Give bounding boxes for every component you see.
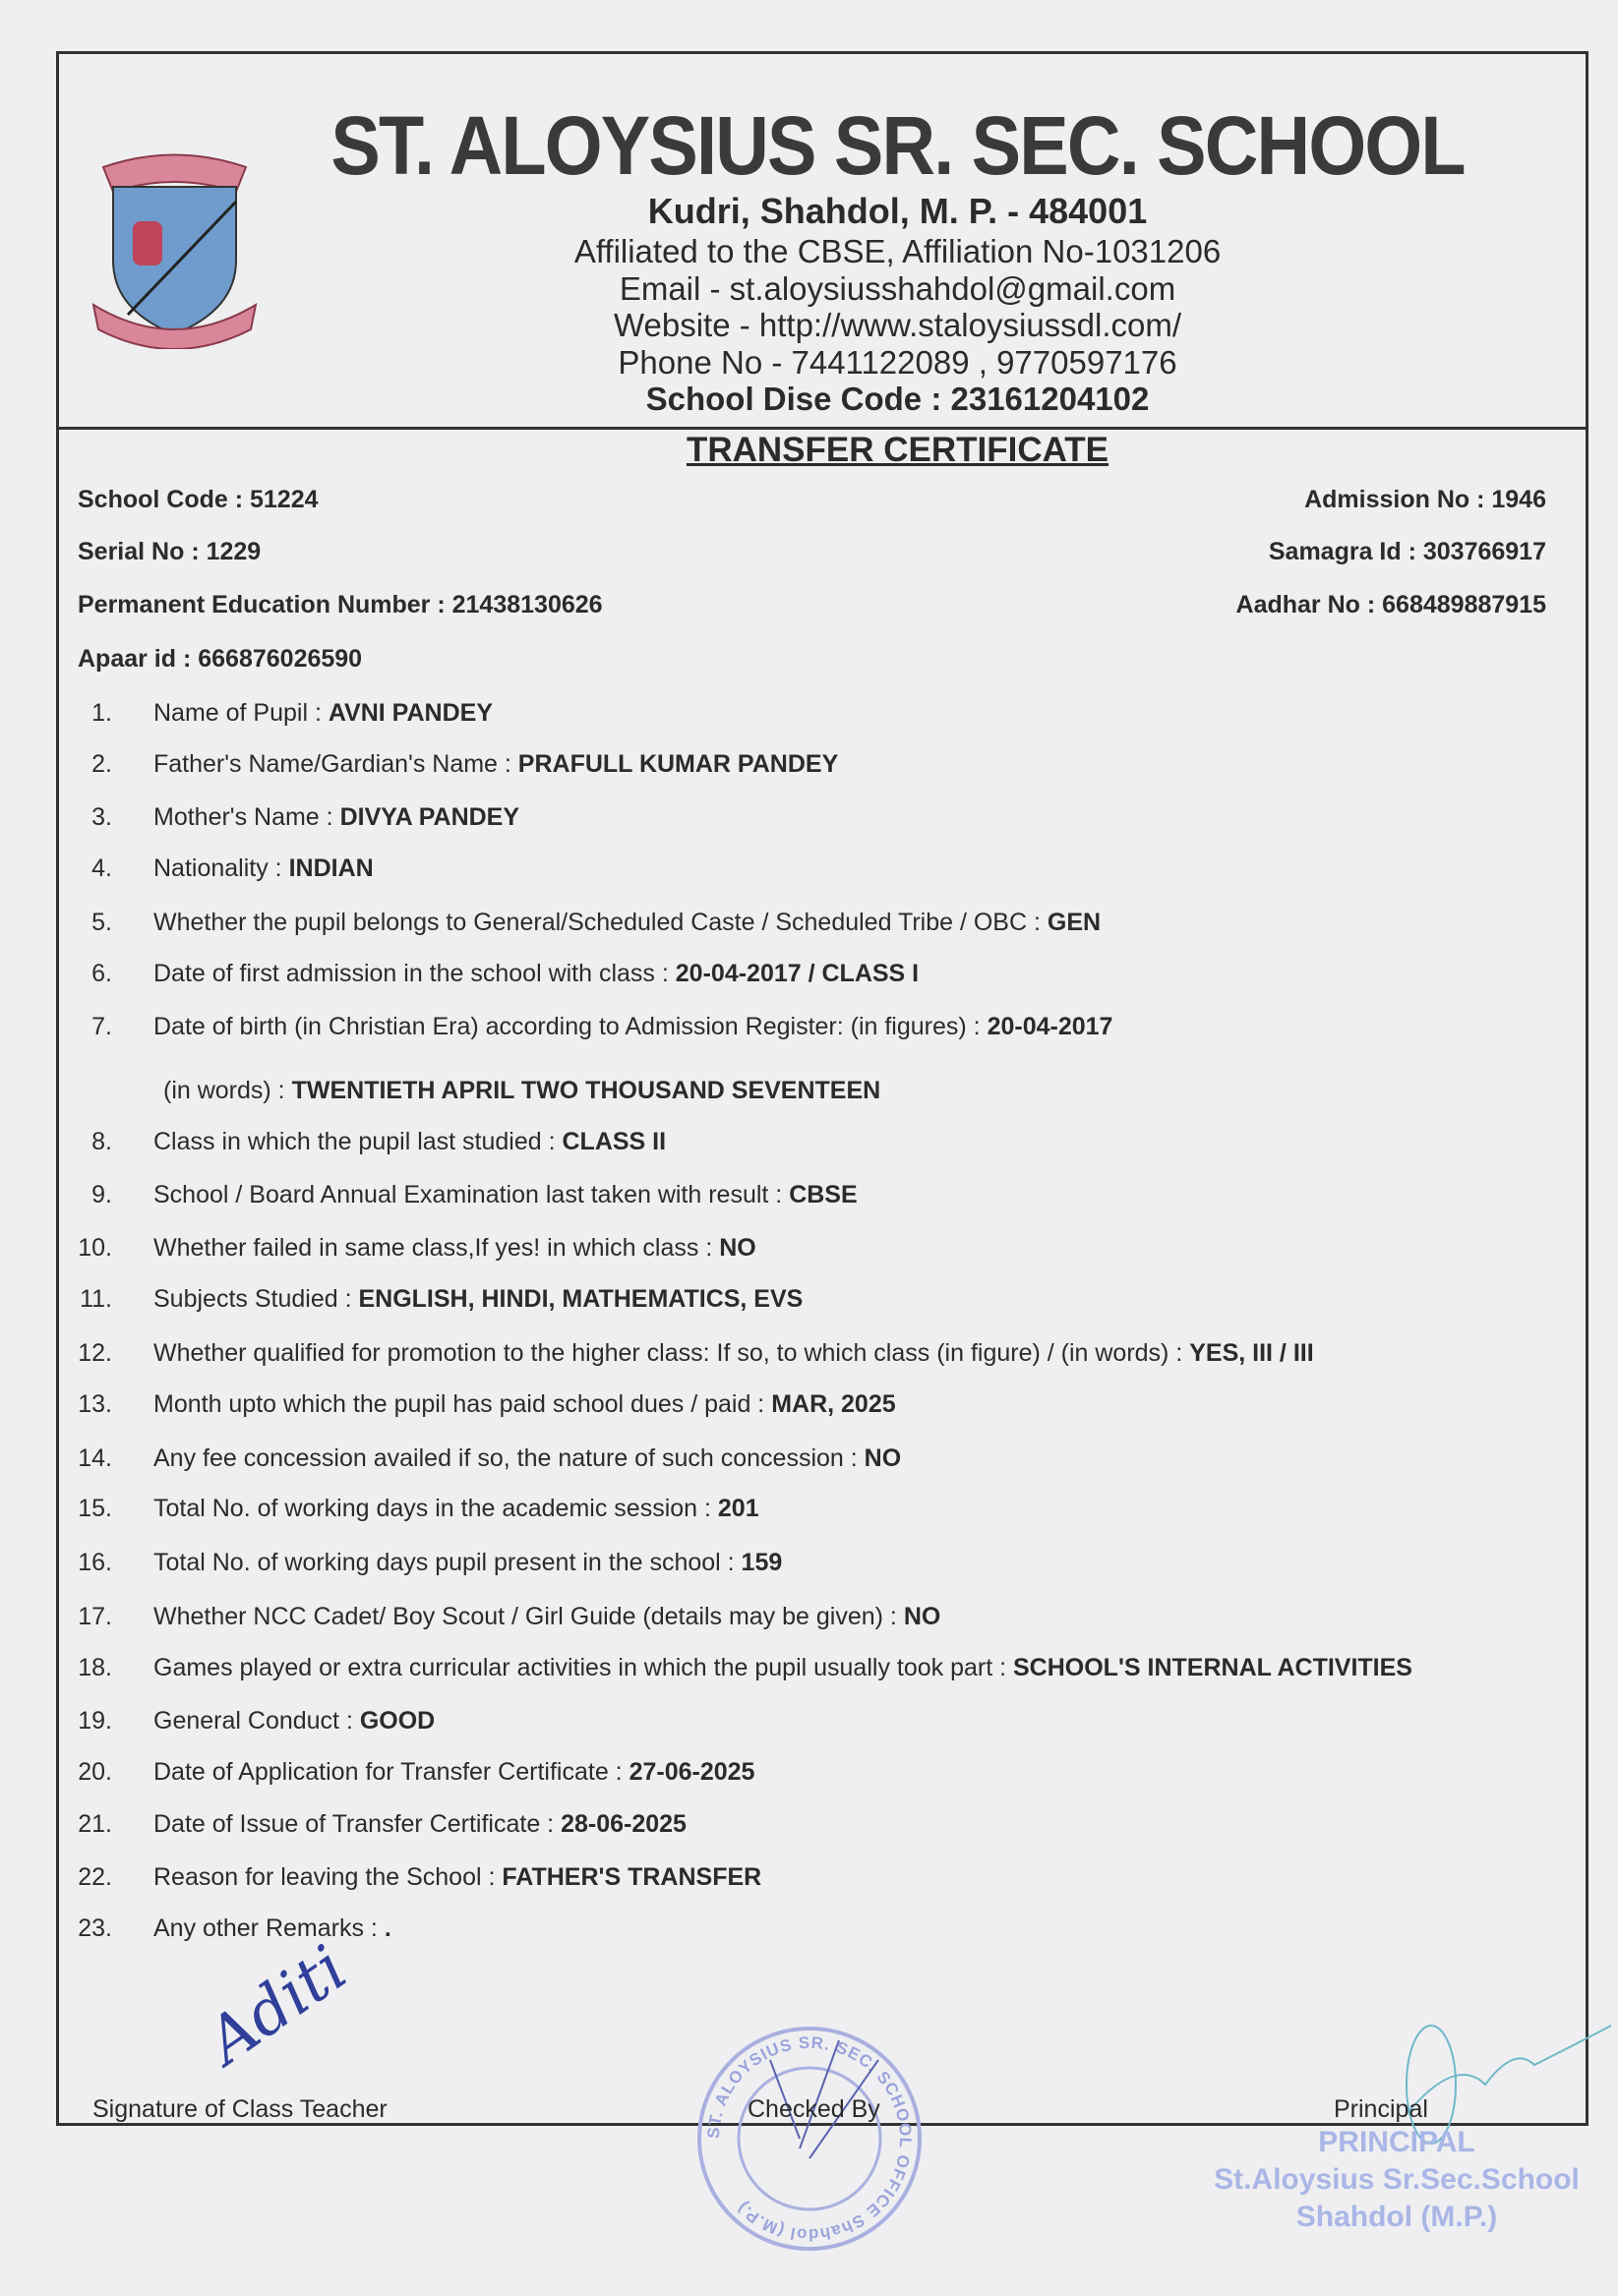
item-text bbox=[153, 698, 493, 728]
apaar-id: Apaar id : 666876026590 bbox=[78, 645, 363, 673]
school-website: Website - http://www.staloysiussdl.com/ bbox=[613, 307, 1182, 343]
certificate-item bbox=[0, 802, 1618, 832]
certificate-item bbox=[0, 749, 1618, 779]
office-stamp bbox=[691, 2021, 928, 2257]
item-number: 5. bbox=[91, 909, 112, 936]
item-value: 28-06-2025 bbox=[561, 1810, 687, 1838]
item-label: Any other Remarks : bbox=[153, 1914, 385, 1942]
school-address: Kudri, Shahdol, M. P. - 484001 bbox=[647, 191, 1148, 231]
document-title: TRANSFER CERTIFICATE bbox=[686, 431, 1109, 469]
principal-stamp bbox=[1210, 2124, 1584, 2236]
item-number: 21. bbox=[78, 1810, 112, 1838]
item-number: 14. bbox=[78, 1444, 112, 1472]
office-stamp-text: ST. ALOYSIUS SR. SEC. SCHOOL OFFICE Shahdol (M.P.) bbox=[703, 2032, 916, 2245]
certificate-item bbox=[0, 1494, 1618, 1523]
item-text bbox=[153, 749, 838, 779]
item-number: 3. bbox=[91, 803, 112, 831]
item-label: Father's Name/Gardian's Name : bbox=[153, 750, 518, 778]
item-text bbox=[153, 1913, 391, 1943]
item-text bbox=[153, 1233, 756, 1263]
principal-stamp-title: PRINCIPAL bbox=[1318, 2126, 1475, 2158]
item-text bbox=[153, 1127, 666, 1156]
item-value: AVNI PANDEY bbox=[328, 699, 494, 727]
svg-text:ST. ALOYSIUS SR. SEC. SCHOOL O bbox=[704, 2033, 915, 2244]
item-label: General Conduct : bbox=[153, 1707, 360, 1735]
certificate-item bbox=[0, 1706, 1618, 1736]
item-value: NO bbox=[864, 1444, 902, 1472]
item-text bbox=[153, 1809, 687, 1839]
item-number: 23. bbox=[78, 1914, 112, 1942]
item-label: Date of Application for Transfer Certificate : bbox=[153, 1758, 629, 1786]
item-label: Name of Pupil : bbox=[153, 699, 329, 727]
header-divider bbox=[56, 427, 1588, 430]
item-number: 6. bbox=[91, 960, 112, 987]
item-label: Month upto which the pupil has paid school dues / paid : bbox=[153, 1390, 772, 1418]
item-number: 7. bbox=[91, 1013, 112, 1040]
item-label: Whether NCC Cadet/ Boy Scout / Girl Guide (details may be given) : bbox=[153, 1603, 904, 1630]
item-value: INDIAN bbox=[288, 854, 374, 882]
item-text bbox=[153, 1284, 803, 1314]
item-number: 1. bbox=[91, 699, 112, 727]
certificate-item bbox=[0, 1338, 1618, 1368]
item-number: 4. bbox=[91, 854, 112, 882]
item-label: Date of birth (in Christian Era) according to Admission Register: (in figures) : bbox=[153, 1013, 988, 1040]
item-number: 13. bbox=[78, 1390, 112, 1418]
certificate-item bbox=[0, 1862, 1618, 1892]
item-number: 19. bbox=[78, 1707, 112, 1735]
item-text bbox=[153, 1862, 761, 1892]
item-number: 22. bbox=[78, 1863, 112, 1891]
serial-no: Serial No : 1229 bbox=[78, 538, 262, 565]
certificate-item bbox=[0, 1076, 1618, 1105]
item-number: 18. bbox=[78, 1654, 112, 1681]
item-label: Subjects Studied : bbox=[153, 1285, 359, 1313]
item-value: TWENTIETH APRIL TWO THOUSAND SEVENTEEN bbox=[291, 1077, 881, 1104]
item-label: Date of Issue of Transfer Certificate : bbox=[153, 1810, 562, 1838]
item-label: School / Board Annual Examination last taken with result : bbox=[153, 1181, 790, 1208]
certificate-item bbox=[0, 1913, 1618, 1943]
permanent-education-number: Permanent Education Number : 21438130626 bbox=[78, 591, 603, 618]
item-label: Games played or extra curricular activities in which the pupil usually took part : bbox=[153, 1654, 1013, 1681]
certificate-item bbox=[0, 908, 1618, 937]
item-text bbox=[153, 1757, 754, 1787]
item-number: 12. bbox=[78, 1339, 112, 1367]
certificate-item bbox=[0, 959, 1618, 988]
item-value: ENGLISH, HINDI, MATHEMATICS, EVS bbox=[358, 1285, 804, 1313]
item-number: 17. bbox=[78, 1603, 112, 1630]
item-value: YES, III / III bbox=[1189, 1339, 1314, 1367]
item-number: 8. bbox=[91, 1128, 112, 1155]
item-number: 10. bbox=[78, 1234, 112, 1262]
item-number: 15. bbox=[78, 1495, 112, 1522]
item-value: . bbox=[384, 1914, 391, 1942]
item-text bbox=[153, 1338, 1314, 1368]
item-value: 27-06-2025 bbox=[629, 1758, 755, 1786]
item-value: CBSE bbox=[789, 1181, 858, 1208]
principal-stamp-school: St.Aloysius Sr.Sec.School bbox=[1214, 2163, 1580, 2196]
item-number: 2. bbox=[91, 750, 112, 778]
item-text bbox=[153, 1548, 782, 1577]
school-code: School Code : 51224 bbox=[78, 486, 319, 513]
item-text bbox=[153, 854, 374, 883]
item-value: GOOD bbox=[359, 1707, 436, 1735]
item-text bbox=[153, 1706, 435, 1736]
certificate-item bbox=[0, 1284, 1618, 1314]
item-label: Mother's Name : bbox=[153, 803, 340, 831]
principal-label: Principal bbox=[1334, 2095, 1428, 2123]
certificate-item bbox=[0, 1233, 1618, 1263]
admission-no: Admission No : 1946 bbox=[1304, 486, 1546, 513]
item-label: (in words) : bbox=[163, 1077, 292, 1104]
item-text bbox=[153, 1389, 896, 1419]
item-label: Class in which the pupil last studied : bbox=[153, 1128, 563, 1155]
item-value: MAR, 2025 bbox=[771, 1390, 896, 1418]
class-teacher-signature-label: Signature of Class Teacher bbox=[92, 2095, 388, 2123]
item-value: CLASS II bbox=[562, 1128, 667, 1155]
school-affiliation: Affiliated to the CBSE, Affiliation No-1031206 bbox=[573, 233, 1222, 269]
item-number: 20. bbox=[78, 1758, 112, 1786]
item-value: NO bbox=[903, 1603, 941, 1630]
aadhar-no: Aadhar No : 668489887915 bbox=[1235, 591, 1546, 618]
item-label: Date of first admission in the school with class : bbox=[153, 960, 676, 987]
certificate-item bbox=[0, 1443, 1618, 1473]
checked-by-label: Checked By bbox=[748, 2095, 880, 2123]
item-text bbox=[153, 1494, 759, 1523]
principal-stamp-place: Shahdol (M.P.) bbox=[1295, 2201, 1498, 2233]
item-value: 20-04-2017 bbox=[987, 1013, 1113, 1040]
item-number: 9. bbox=[91, 1181, 112, 1208]
item-value: FATHER'S TRANSFER bbox=[502, 1863, 762, 1891]
item-label: Total No. of working days in the academic session : bbox=[153, 1495, 718, 1522]
item-value: 20-04-2017 / CLASS I bbox=[675, 960, 920, 987]
item-text bbox=[153, 1180, 858, 1209]
certificate-item bbox=[0, 1012, 1618, 1041]
item-number: 11. bbox=[80, 1285, 112, 1313]
certificate-item bbox=[0, 1757, 1618, 1787]
school-dise-code: School Dise Code : 23161204102 bbox=[645, 381, 1150, 417]
item-number: 16. bbox=[78, 1549, 112, 1576]
certificate-item bbox=[0, 1602, 1618, 1631]
item-label: Any fee concession availed if so, the nature of such concession : bbox=[153, 1444, 865, 1472]
item-label: Total No. of working days pupil present in the school : bbox=[153, 1549, 742, 1576]
item-text bbox=[153, 908, 1101, 937]
item-label: Reason for leaving the School : bbox=[153, 1863, 503, 1891]
item-value: SCHOOL'S INTERNAL ACTIVITIES bbox=[1013, 1654, 1412, 1681]
samagra-id: Samagra Id : 303766917 bbox=[1268, 538, 1546, 565]
certificate-item bbox=[0, 1809, 1618, 1839]
school-phone: Phone No - 7441122089 , 9770597176 bbox=[618, 344, 1177, 381]
certificate-item bbox=[0, 1653, 1618, 1682]
certificate-item bbox=[0, 1548, 1618, 1577]
item-value: GEN bbox=[1047, 909, 1102, 936]
item-label: Whether the pupil belongs to General/Scheduled Caste / Scheduled Tribe / OBC : bbox=[153, 909, 1048, 936]
item-text bbox=[153, 1012, 1112, 1041]
item-label: Whether failed in same class,If yes! in which class : bbox=[153, 1234, 720, 1262]
certificate-item bbox=[0, 854, 1618, 883]
item-text bbox=[153, 1653, 1412, 1682]
item-text bbox=[153, 1443, 901, 1473]
item-value: 159 bbox=[741, 1549, 783, 1576]
item-value: 201 bbox=[717, 1495, 759, 1522]
item-label: Nationality : bbox=[153, 854, 289, 882]
item-value: DIVYA PANDEY bbox=[339, 803, 520, 831]
item-text bbox=[153, 959, 919, 988]
school-name: ST. ALOYSIUS SR. SEC. SCHOOL bbox=[330, 99, 1465, 192]
item-value: NO bbox=[719, 1234, 756, 1262]
school-email: Email - st.aloysiusshahdol@gmail.com bbox=[619, 270, 1176, 307]
item-value: PRAFULL KUMAR PANDEY bbox=[517, 750, 839, 778]
certificate-item bbox=[0, 1180, 1618, 1209]
certificate-item bbox=[0, 1389, 1618, 1419]
item-text bbox=[163, 1076, 880, 1105]
class-teacher-signature: Aditi bbox=[194, 1932, 361, 2079]
item-text bbox=[153, 802, 519, 832]
item-label: Whether qualified for promotion to the higher class: If so, to which class (in figure) / (in words) : bbox=[153, 1339, 1190, 1367]
certificate-item bbox=[0, 698, 1618, 728]
certificate-item bbox=[0, 1127, 1618, 1156]
item-text bbox=[153, 1602, 940, 1631]
